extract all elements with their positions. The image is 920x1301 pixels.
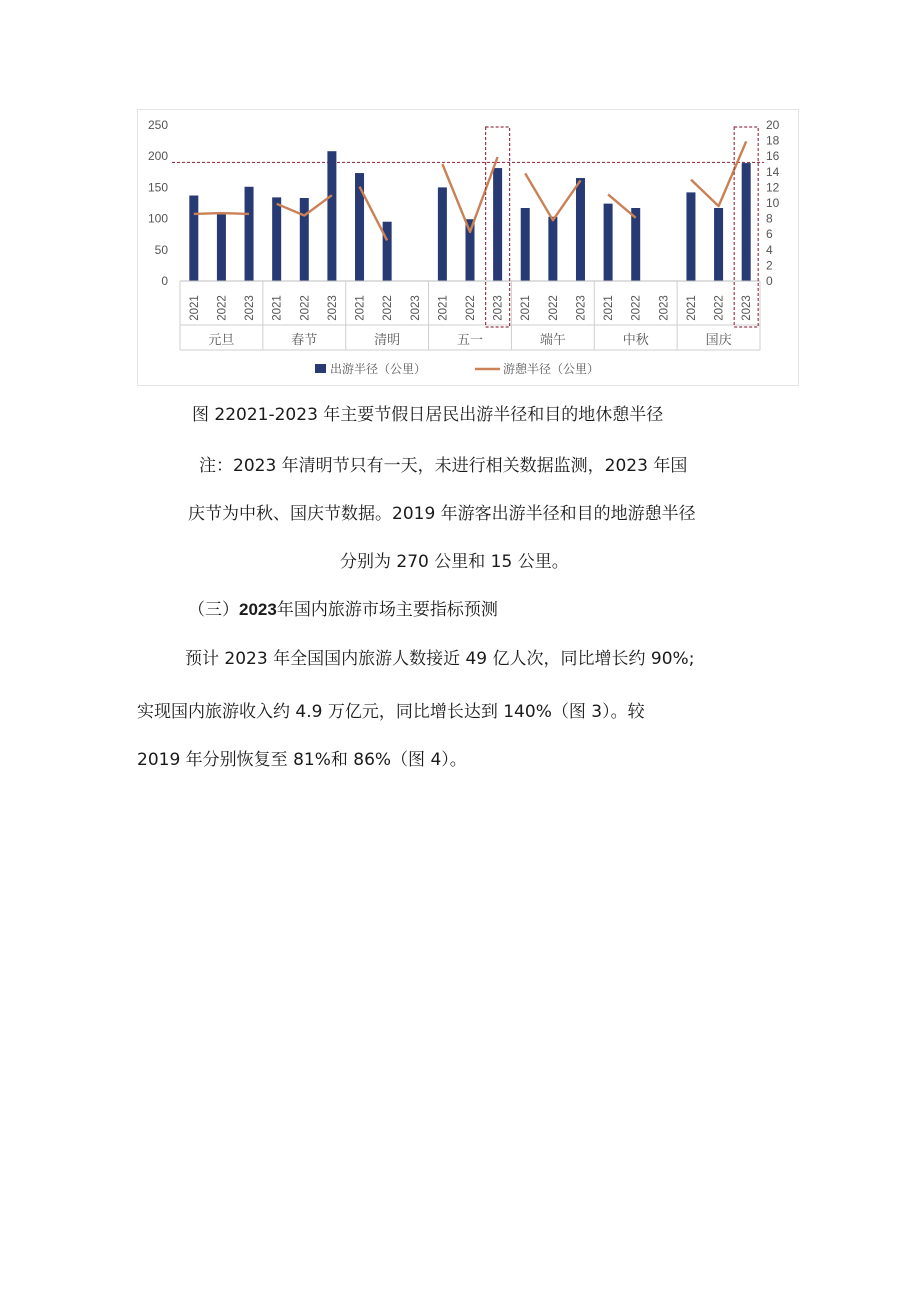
y-left-tick-label: 100	[147, 211, 168, 226]
y-right-tick-label: 18	[766, 133, 780, 148]
x-group-label: 五一	[456, 333, 484, 348]
y-left-tick-label: 0	[161, 274, 168, 288]
body-line-3: 2019 年分别恢复至 81%和 86%（图 4）。	[137, 750, 467, 770]
x-year-label: 2022	[465, 295, 477, 321]
x-year-label: 2023	[326, 295, 339, 321]
line-segment-国庆	[691, 141, 746, 206]
y-right-tick-label: 6	[766, 227, 773, 242]
x-group-label: 端午	[539, 333, 566, 348]
bar-端午-2023	[576, 178, 585, 281]
x-year-label: 2021	[271, 295, 284, 321]
bar-国庆-2023	[742, 163, 751, 281]
x-year-label: 2021	[188, 295, 201, 321]
x-year-label: 2023	[575, 295, 588, 321]
note-line-1: 注：2023 年清明节只有一天，未进行相关数据监测，2023 年国	[199, 456, 688, 476]
y-left-tick-label: 200	[147, 149, 168, 164]
line-segment-端午	[525, 173, 580, 220]
x-group-label: 清明	[374, 333, 401, 348]
x-year-label: 2023	[741, 295, 754, 321]
x-year-label: 2021	[685, 295, 698, 321]
y-left-tick-label: 250	[147, 118, 168, 132]
x-year-label: 2022	[630, 295, 643, 321]
bar-春节-2021	[272, 197, 281, 281]
bar-元旦-2021	[189, 196, 198, 281]
bar-端午-2021	[521, 208, 530, 281]
x-year-label: 2023	[658, 295, 671, 321]
bar-元旦-2023	[245, 187, 254, 281]
bar-中秋-2022	[631, 208, 640, 281]
y-left-tick-label: 50	[154, 242, 168, 257]
bar-元旦-2022	[217, 214, 226, 281]
x-year-label: 2023	[409, 295, 422, 321]
bar-中秋-2021	[604, 204, 613, 281]
chart-svg	[138, 110, 798, 385]
body-line-1: 预计 2023 年全国国内旅游人数接近 49 亿人次，同比增长约 90%;	[185, 649, 695, 669]
chart-figure	[137, 109, 799, 386]
y-right-tick-label: 20	[766, 118, 780, 132]
bar-端午-2022	[548, 217, 557, 281]
y-left-tick-label: 150	[147, 180, 168, 195]
x-year-label: 2021	[603, 295, 616, 321]
body-line-2: 实现国内旅游收入约 4.9 万亿元，同比增长达到 140%（图 3）。较	[137, 702, 645, 722]
bar-五一-2021	[438, 187, 447, 281]
y-right-tick-label: 2	[766, 258, 773, 273]
x-year-label: 2021	[354, 295, 367, 321]
x-year-label: 2021	[437, 295, 450, 321]
section-heading	[188, 599, 498, 621]
x-year-label: 2022	[547, 295, 560, 321]
y-right-tick-label: 10	[766, 196, 780, 210]
x-year-label: 2022	[382, 295, 395, 321]
y-right-tick-label: 4	[766, 242, 773, 257]
x-year-label: 2022	[713, 295, 726, 321]
y-right-tick-label: 14	[766, 164, 780, 179]
y-right-tick-label: 8	[766, 211, 773, 226]
x-year-label: 2022	[299, 295, 312, 321]
legend-bar-swatch	[315, 364, 326, 373]
x-year-label: 2023	[492, 295, 505, 321]
y-right-tick-label: 0	[766, 274, 773, 288]
bar-春节-2022	[300, 198, 309, 281]
y-right-tick-label: 12	[766, 180, 780, 195]
legend-bar-label: 出游半径（公里）	[330, 362, 427, 376]
section-prefix: （三）	[188, 600, 239, 620]
line-segment-元旦	[194, 213, 249, 214]
bar-国庆-2021	[686, 192, 695, 281]
note-line-3: 分别为 270 公里和 15 公里。	[340, 552, 569, 572]
y-right-tick-label: 16	[766, 149, 780, 164]
x-group-label: 春节	[291, 333, 318, 348]
x-group-label: 国庆	[705, 333, 732, 348]
x-group-label: 中秋	[622, 333, 649, 348]
figure-caption: 图 22021-2023 年主要节假日居民出游半径和目的地休憩半径	[192, 405, 664, 425]
bar-春节-2023	[327, 151, 336, 281]
section-title: 年国内旅游市场主要指标预测	[276, 600, 498, 620]
legend-line-label: 游憩半径（公里）	[503, 362, 600, 376]
bar-五一-2023	[493, 168, 502, 281]
bar-清明-2022	[383, 222, 392, 281]
bar-国庆-2022	[714, 208, 723, 281]
section-year: 2023	[239, 600, 277, 619]
x-group-label: 元旦	[208, 333, 235, 348]
x-year-label: 2021	[520, 295, 533, 321]
x-year-label: 2022	[216, 295, 229, 321]
x-year-label: 2023	[244, 295, 257, 321]
note-line-2: 庆节为中秋、国庆节数据。2019 年游客出游半径和目的地游憩半径	[188, 504, 696, 524]
